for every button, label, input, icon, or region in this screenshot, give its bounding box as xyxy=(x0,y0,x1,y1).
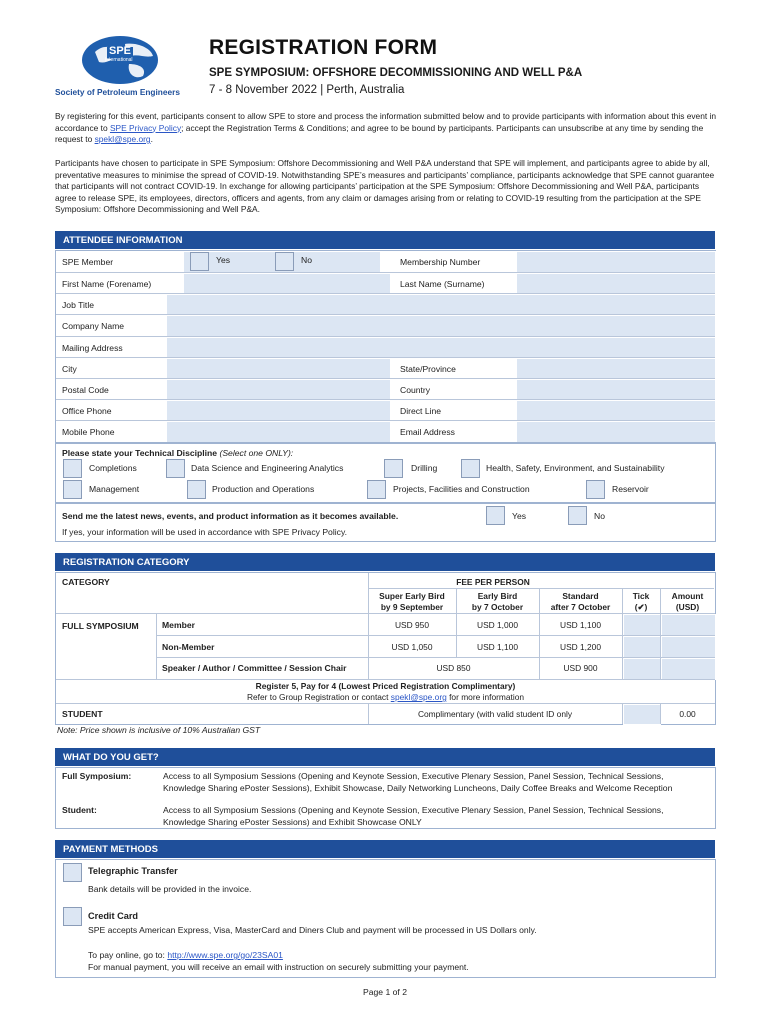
discipline-reservoir-label: Reservoir xyxy=(612,484,649,494)
discipline-completions-label: Completions xyxy=(89,463,137,473)
discipline-hses-label: Health, Safety, Environment, and Sustainability xyxy=(486,463,665,473)
postal-code-input[interactable] xyxy=(166,379,391,401)
unsubscribe-email-link[interactable]: spekl@spe.org xyxy=(94,134,151,144)
discipline-reservoir-checkbox[interactable] xyxy=(586,480,605,499)
direct-line-input[interactable] xyxy=(516,400,716,422)
amount-unit-header: (USD) xyxy=(675,602,700,612)
pay-online-text: To pay online, go to: xyxy=(88,950,168,960)
standard-header: Standard xyxy=(562,591,599,601)
discipline-drilling-label: Drilling xyxy=(411,463,438,473)
early-bird-date: by 7 October xyxy=(471,602,524,612)
group-registration-offer: Register 5, Pay for 4 (Lowest Priced Registration Complimentary) xyxy=(255,681,516,691)
news-optin-section xyxy=(55,502,716,542)
state-input[interactable] xyxy=(516,358,716,380)
registration-header-text: REGISTRATION CATEGORY xyxy=(63,557,190,568)
covid-paragraph: Participants have chosen to participate in SPE Symposium: Offshore Decommissioning and Well P&A understand that SPE will implement, and participants agree to abide by all, preventative measures to minimise the spread of COVID-19. Notwithstanding SPE’s measures and participants’ compliance, participants acknowledge that SPE cannot guarantee that participants will not contract COVID-19. In exchange for allowing participants’ participation at the SPE Symposium: Offshore Decommissioning and Well P&A, participants agree to release SPE, its employees, directors, officers and agents, from any claim or damages arising from or relating to COVID-19 resulting from the participation at the SPE Symposium: Offshore Decommissioning and Well P&A. xyxy=(55,158,715,214)
job-title-input[interactable] xyxy=(166,294,716,316)
nonmember-fee-super-early: USD 1,050 xyxy=(391,642,433,652)
news-no-label: No xyxy=(594,511,605,521)
attendee-header-text: ATTENDEE INFORMATION xyxy=(63,235,183,246)
nonmember-amount-input[interactable] xyxy=(661,636,716,658)
mobile-phone-label: Mobile Phone xyxy=(62,427,115,437)
spe-member-yes-label: Yes xyxy=(216,255,231,265)
discipline-production-label: Production and Operations xyxy=(212,484,315,494)
telegraphic-transfer-label: Telegraphic Transfer xyxy=(88,866,178,876)
discipline-production-checkbox[interactable] xyxy=(187,480,206,499)
privacy-policy-link[interactable]: SPE Privacy Policy xyxy=(109,122,182,133)
student-benefits: Access to all Symposium Sessions (Opening and Keynote Session, Executive Plenary Session, Panel Session, Technical Sessions, Knowledge Sharing ePoster Sessions) and Exhibit Showcase ONLY xyxy=(163,805,664,827)
speaker-fee-standard: USD 900 xyxy=(563,663,598,673)
membership-number-label: Membership Number xyxy=(400,257,481,267)
payment-section-header xyxy=(55,840,715,859)
student-label: STUDENT xyxy=(62,709,103,719)
registration-section-header xyxy=(55,553,715,572)
news-no-checkbox[interactable] xyxy=(568,506,587,525)
speaker-label: Speaker / Author / Committee / Session Chair xyxy=(162,663,347,673)
spe-member-label: SPE Member xyxy=(62,257,114,267)
early-bird-header: Early Bird xyxy=(477,591,518,601)
attendee-section-header xyxy=(55,231,715,250)
spe-logo xyxy=(55,34,185,100)
consent-paragraph xyxy=(55,111,720,146)
attendee-table xyxy=(55,250,716,444)
student-benefits-label: Student: xyxy=(62,805,97,815)
office-phone-input[interactable] xyxy=(166,400,391,422)
member-fee-standard: USD 1,100 xyxy=(560,620,601,630)
postal-code-label: Postal Code xyxy=(62,385,109,395)
mailing-address-label: Mailing Address xyxy=(62,343,123,353)
nonmember-fee-early: USD 1,100 xyxy=(477,642,518,652)
event-date-place: 7 - 8 November 2022 | Perth, Australia xyxy=(209,84,405,96)
payment-header-text: PAYMENT METHODS xyxy=(63,844,159,855)
discipline-question-text: Please state your Technical Discipline xyxy=(62,448,218,458)
discipline-data-science-label: Data Science and Engineering Analytics xyxy=(191,463,344,473)
student-amount: 0.00 xyxy=(679,709,696,719)
email-label: Email Address xyxy=(400,427,455,437)
what-header-text: WHAT DO YOU GET? xyxy=(63,752,159,763)
discipline-drilling-checkbox[interactable] xyxy=(384,459,403,478)
credit-card-label: Credit Card xyxy=(88,911,139,921)
mobile-phone-input[interactable] xyxy=(166,421,391,443)
news-note: If yes, your information will be used in accordance with SPE Privacy Policy. xyxy=(62,527,347,537)
full-symposium-benefits: Access to all Symposium Sessions (Opening and Keynote Session, Executive Plenary Session, Panel Session, Technical Sessions, Knowledge Sharing ePoster Sessions), Exhibit Showcase, Daily Networking Luncheons, Daily Coffee Breaks and Welcome Reception xyxy=(163,771,673,793)
discipline-section xyxy=(55,442,716,504)
discipline-question xyxy=(62,448,293,458)
tick-mark-header: (✔) xyxy=(634,602,648,612)
gst-note: Note: Price shown is inclusive of 10% Australian GST xyxy=(57,725,261,735)
last-name-label: Last Name (Surname) xyxy=(400,279,485,289)
manual-payment-text: For manual payment, you will receive an email with instruction on securely submitting your payment. xyxy=(88,962,469,972)
group-contact-text-b: for more information xyxy=(446,692,525,702)
mailing-address-input[interactable] xyxy=(166,337,716,359)
standard-date: after 7 October xyxy=(550,602,611,612)
non-member-label: Non-Member xyxy=(162,642,215,652)
member-tick-input[interactable] xyxy=(623,614,661,636)
speaker-tick-input[interactable] xyxy=(623,658,661,680)
telegraphic-transfer-text: Bank details will be provided in the invoice. xyxy=(88,884,252,894)
member-label: Member xyxy=(162,620,195,630)
discipline-projects-checkbox[interactable] xyxy=(367,480,386,499)
credit-card-text: SPE accepts American Express, Visa, MasterCard and Diners Club and payment will be processed in US Dollars only. xyxy=(88,925,537,935)
amount-header: Amount xyxy=(671,591,704,601)
group-contact-email-link[interactable]: spekl@spe.org xyxy=(390,692,447,702)
super-early-bird-header: Super Early Bird xyxy=(379,591,445,601)
member-fee-super-early: USD 950 xyxy=(395,620,429,630)
group-contact-text-a: Refer to Group Registration or contact xyxy=(246,692,391,702)
first-name-input[interactable] xyxy=(183,273,391,295)
spe-member-no-checkbox[interactable] xyxy=(275,252,294,271)
student-tick-input[interactable] xyxy=(623,704,661,725)
what-section-header xyxy=(55,748,715,767)
full-symposium-benefits-label: Full Symposium: xyxy=(62,771,132,781)
first-name-label: First Name (Forename) xyxy=(62,279,152,289)
credit-card-checkbox[interactable] xyxy=(63,907,82,926)
pay-online-line xyxy=(88,950,283,960)
consent-text-a: By registering for this event, participants consent to allow SPE to store and process the information submitted below and to provide participants with information about this event in accordance to xyxy=(55,111,717,133)
consent-text-c: . xyxy=(150,134,153,144)
logo-badge: SPE xyxy=(109,45,132,57)
page-title: REGISTRATION FORM xyxy=(209,36,438,59)
company-input[interactable] xyxy=(166,315,716,337)
membership-number-input[interactable] xyxy=(516,251,716,273)
discipline-question-note: (Select one ONLY): xyxy=(217,448,294,458)
discipline-management-label: Management xyxy=(89,484,140,494)
direct-line-label: Direct Line xyxy=(400,406,442,416)
job-title-label: Job Title xyxy=(62,300,95,310)
speaker-amount-input[interactable] xyxy=(661,658,716,680)
discipline-management-checkbox[interactable] xyxy=(63,480,82,499)
news-yes-label: Yes xyxy=(512,511,527,521)
member-fee-early: USD 1,000 xyxy=(477,620,518,630)
discipline-projects-label: Projects, Facilities and Construction xyxy=(393,484,530,494)
country-label: Country xyxy=(400,385,431,395)
city-label: City xyxy=(62,364,77,374)
consent-text-b: ; accept the Registration Terms & Conditions; and agree to be bound by participants. Participants can unsubscribe at any time by sending the request to xyxy=(55,122,704,144)
news-question: Send me the latest news, events, and product information as it becomes available. xyxy=(62,511,399,521)
super-early-bird-date: by 9 September xyxy=(380,602,444,612)
discipline-data-science-checkbox[interactable] xyxy=(166,459,185,478)
fee-per-person-header: FEE PER PERSON xyxy=(456,577,530,587)
registration-table xyxy=(55,572,716,725)
page-footer: Page 1 of 2 xyxy=(363,987,407,997)
last-name-input[interactable] xyxy=(516,273,716,295)
nonmember-tick-input[interactable] xyxy=(623,636,661,658)
logo-org-name: Society of Petroleum Engineers xyxy=(55,87,180,97)
speaker-fee-early: USD 850 xyxy=(436,663,471,673)
student-fee: Complimentary (with valid student ID only xyxy=(417,709,573,719)
what-section xyxy=(55,767,716,829)
country-input[interactable] xyxy=(516,379,716,401)
news-yes-checkbox[interactable] xyxy=(486,506,505,525)
pay-online-link[interactable]: http://www.spe.org/go/23SA01 xyxy=(167,950,283,960)
state-label: State/Province xyxy=(400,364,456,374)
logo-badge-sub: International xyxy=(105,57,133,63)
full-symposium-label: FULL SYMPOSIUM xyxy=(62,621,139,631)
payment-section xyxy=(55,859,716,978)
email-input[interactable] xyxy=(516,421,716,443)
company-label: Company Name xyxy=(62,321,125,331)
discipline-completions-checkbox[interactable] xyxy=(63,459,82,478)
spe-member-yes-checkbox[interactable] xyxy=(190,252,209,271)
nonmember-fee-standard: USD 1,200 xyxy=(560,642,601,652)
category-header: CATEGORY xyxy=(62,577,110,587)
group-registration-contact xyxy=(56,692,715,702)
office-phone-label: Office Phone xyxy=(62,406,112,416)
discipline-hses-checkbox[interactable] xyxy=(461,459,480,478)
event-subtitle: SPE SYMPOSIUM: OFFSHORE DECOMMISSIONING AND WELL P&A xyxy=(209,67,583,79)
member-amount-input[interactable] xyxy=(661,614,716,636)
city-input[interactable] xyxy=(166,358,391,380)
tick-header: Tick xyxy=(632,591,650,601)
spe-member-no-label: No xyxy=(301,255,312,265)
telegraphic-transfer-checkbox[interactable] xyxy=(63,863,82,882)
